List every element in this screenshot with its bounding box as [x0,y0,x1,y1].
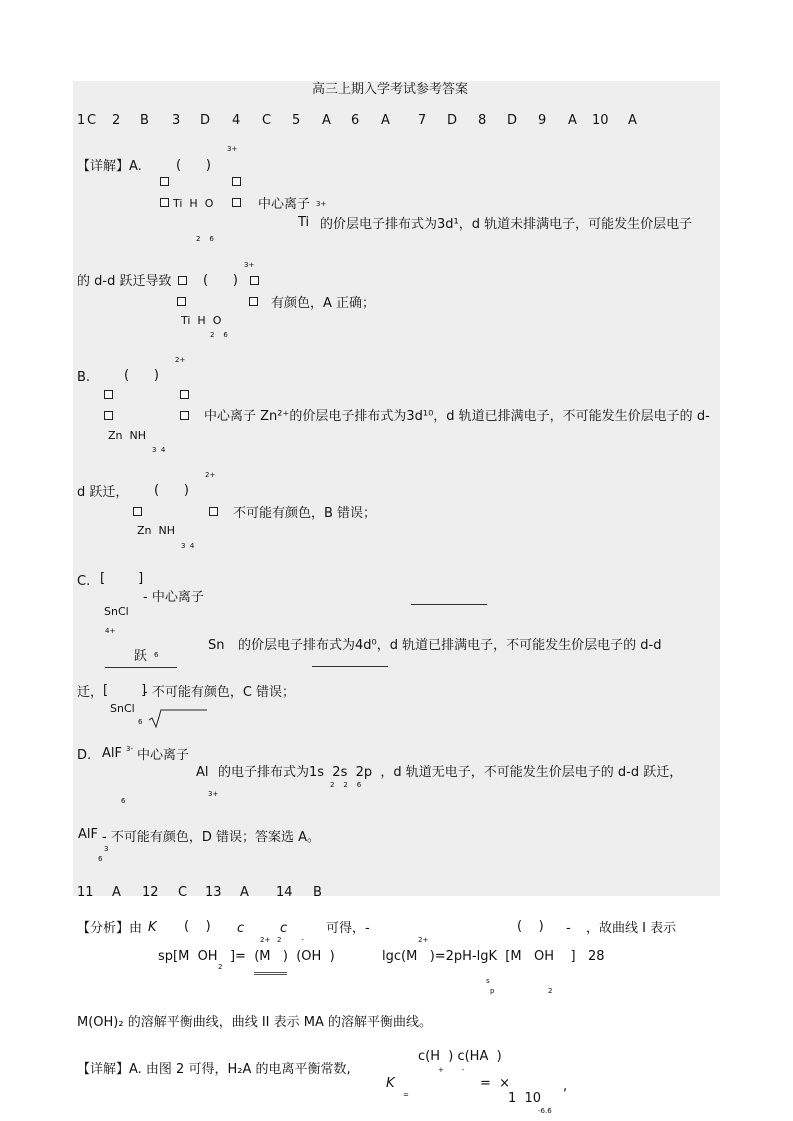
explanation-text: - 不可能有颜色，C 错误； [143,685,296,700]
answer-number: 12 [142,885,159,900]
chemical-formula: Ti H O [181,314,222,327]
explanation-text: d 跃迁， [77,485,129,500]
formula-subscripts: 3 4 [181,542,195,550]
placeholder-box-icon [178,276,187,285]
bracket-paren: ( ) [203,273,238,288]
bracket-paren: ( ) [176,158,211,173]
explanation-text: 的 d-d 跃迁导致 [77,274,172,289]
explanation-text: 跃 [134,649,148,664]
subscript: p [490,987,495,995]
charge-superscript: 2+ [175,356,186,364]
subscript: 2 [548,987,553,995]
comma: , [563,1079,568,1094]
explanation-text: ，故曲线 I 表示 [586,921,677,936]
radical-sign-icon [148,708,208,728]
solubility-expression: sp[M OH ]= (M ) (OH ) [158,949,335,964]
placeholder-box-icon [177,297,186,306]
explanation-text: 的价层电子排布式为4d⁰，d 轨道已排满电子，不可能发生价层电子的 d-d [238,638,662,653]
placeholder-box-icon [250,276,259,285]
bracket-paren: ( ) [517,919,544,934]
square-bracket: [ ] [103,683,147,698]
formula-subscripts: 2 6 [196,235,214,243]
answer-number: 8 [478,113,487,128]
center-ion-label: 中心离子 [258,197,311,212]
subscript: 6 [98,855,103,863]
answer-choice: B [313,885,322,900]
placeholder-box-icon [104,411,113,420]
placeholder-box-icon [160,177,169,186]
rule-line [105,667,177,668]
chemical-formula: SnCl [104,605,129,618]
chemical-formula: Ti H O [173,197,214,210]
explanation-text: 的价层电子排布式为3d¹，d 轨道未排满电子，可能发生价层电子 [320,217,693,232]
chemical-formula: Zn NH [137,524,176,537]
subscript: 6 [138,718,143,726]
k-symbol: K [148,920,157,935]
subscript: 2 [218,963,223,971]
charge-superscript: 3- [126,745,133,753]
answer-number: 6 [351,113,360,128]
charge-superscripts: 2+ 2 - [260,936,304,944]
answer-number: 11 [77,885,94,900]
subscript: s [486,977,490,985]
placeholder-box-icon [160,198,169,207]
subscript: 6 [154,651,159,659]
answer-choice: A [568,113,577,128]
c-symbol: c [280,921,288,936]
charge-superscript: 4+ [105,627,116,635]
placeholder-box-icon [180,390,189,399]
rule-line [411,604,487,605]
answer-number: 3 [172,113,181,128]
answer-choice: C [87,113,97,128]
charge-superscript: 2+ [205,471,216,479]
equals-sign: = [403,1091,409,1099]
rule-line [312,666,388,667]
answer-choice: D [447,113,458,128]
ion-charge: 3+ [208,790,219,798]
fraction-denominator: 1 10 [508,1091,542,1106]
explanation-text: 可得，- [326,921,370,936]
answer-choice: C [262,113,272,128]
answer-number: 1 [77,113,86,128]
center-ion-label: - 中心离子 [143,590,204,605]
answer-choice: D [200,113,211,128]
placeholder-box-icon [232,198,241,207]
fraction-numerator: c(H ) c(HA ) [418,1049,502,1064]
bracket-paren: ( ) [154,483,189,498]
placeholder-box-icon [249,297,258,306]
chemical-formula: Zn NH [108,429,147,442]
double-rule-line [254,972,287,975]
bracket-paren: ( ) [184,919,211,934]
answer-number: 13 [205,885,222,900]
answer-choice: C [178,885,188,900]
answer-number: 10 [592,113,609,128]
placeholder-box-icon [232,177,241,186]
answer-choice: A [240,885,249,900]
chemical-formula: AlF [102,746,122,761]
explanation-text: 不可能有颜色，B 错误； [233,506,377,521]
ion-symbol: Sn [208,638,225,653]
answer-choice: D [507,113,518,128]
charge-superscript: 3+ [227,145,238,153]
placeholder-box-icon [133,507,142,516]
log-expression: lgc(M )=2pH-lgK [M OH ] 28 [382,949,605,964]
ion-symbol: Ti [298,215,310,230]
minus-sign: - [566,921,571,936]
explanation-text: 的电子排布式为1s 2s 2p ，d 轨道无电子，不可能发生价层电子的 d-d 跃迁， [218,765,683,780]
analysis-label: 【分析】由 [77,921,143,936]
center-ion-label: 中心离子 [137,748,190,763]
option-label: C. [77,574,91,589]
explanation-text: 迁， [77,685,104,700]
subscript: 6 [121,797,126,805]
option-label: D. [77,748,92,763]
explanation-text: 有颜色，A 正确； [271,296,376,311]
placeholder-box-icon [209,507,218,516]
charge-signs: + - [438,1066,465,1074]
placeholder-box-icon [180,411,189,420]
placeholder-box-icon [104,390,113,399]
explanation-text: - 不可能有颜色，D 错误；答案选 A。 [102,830,320,845]
ion-symbol: Al [196,765,209,780]
answer-choice: A [322,113,331,128]
detail-label: 【详解】A. 由图 2 可得，H₂A 的电离平衡常数, [77,1062,351,1077]
explanation-text: M(OH)₂ 的溶解平衡曲线，曲线 II 表示 MA 的溶解平衡曲线。 [77,1015,433,1030]
answer-number: 7 [418,113,427,128]
answer-number: 4 [232,113,241,128]
answer-choice: A [381,113,390,128]
page-title: 高三上期入学考试参考答案 [312,82,469,97]
answer-number: 5 [292,113,301,128]
answer-number: 9 [538,113,547,128]
orbital-superscripts: 2 2 6 [330,781,362,789]
detail-label: 【详解】A. [77,159,142,174]
answer-number: 2 [112,113,121,128]
chemical-formula: AlF [78,827,98,842]
bracket-paren: ( ) [124,368,159,383]
answer-number: 14 [276,885,293,900]
explanation-text: 中心离子 Zn²⁺的价层电子排布式为3d¹⁰，d 轨道已排满电子，不可能发生价层电子的 d- [204,409,710,424]
formula-subscripts: 2 6 [210,331,228,339]
equals-times: = × [480,1076,511,1091]
square-bracket: [ ] [100,571,144,586]
k-symbol: K [386,1076,395,1091]
formula-subscripts: 3 4 [152,446,166,454]
answer-choice: B [140,113,149,128]
charge-superscript: 3+ [244,261,255,269]
charge-superscript: 2+ [418,936,429,944]
superscript: 3 [104,845,109,853]
answer-choice: A [628,113,637,128]
chemical-formula: SnCl [110,702,135,715]
c-symbol: c [237,921,245,936]
ion-charge: 3+ [316,200,327,208]
option-label: B. [77,370,91,385]
exponent: -6.6 [538,1107,552,1115]
answer-choice: A [112,885,121,900]
